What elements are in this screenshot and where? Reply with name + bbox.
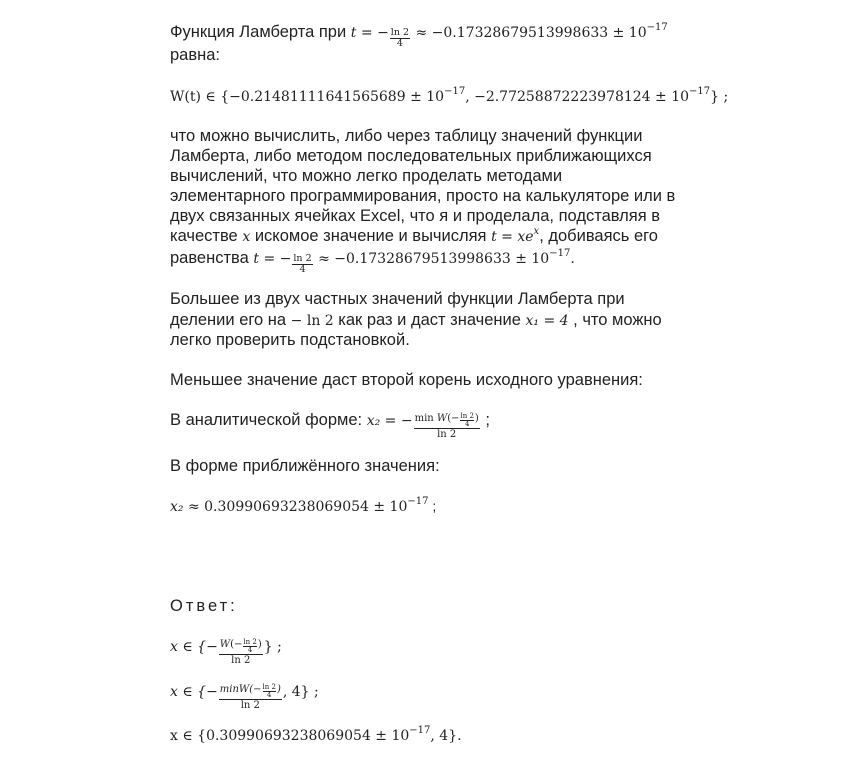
eq-sign: =: [360, 25, 373, 41]
set-close: , 4}.: [430, 728, 462, 744]
paragraph2-line-4: элементарного программирования, просто на калькуляторе или в: [170, 187, 676, 205]
text-run: , добиваясь его: [539, 227, 658, 245]
answer-heading: Ответ:: [170, 597, 238, 615]
w-var: W: [436, 413, 448, 424]
frac-den: 4: [266, 691, 272, 699]
text-run: как раз и даст значение: [333, 311, 526, 329]
w-fraction: [219, 639, 263, 666]
analytic-label: В аналитической форме:: [170, 411, 367, 429]
frac-den: 4: [247, 646, 253, 654]
small-fraction: [460, 413, 473, 428]
w-set-part-3: } ;: [710, 89, 729, 105]
answer-formula-2: [170, 682, 319, 711]
frac-den: ln 2: [437, 429, 457, 440]
w-set-part-1: W(t) ∈ {−0.21481111641565689 ± 10: [170, 89, 445, 105]
t-expression: [350, 22, 668, 49]
text-run: делении его на: [170, 311, 291, 329]
x2-value: ≈ 0.30990693238069054 ± 10: [187, 499, 408, 515]
answer-value: x ∈ {0.30990693238069054 ± 10: [170, 728, 410, 744]
paren: ): [276, 684, 281, 695]
minus-sign: −: [377, 25, 389, 41]
frac-den: ln 2: [231, 655, 251, 666]
frac-num: ln 2: [262, 683, 276, 691]
paragraph2-line-6: [170, 226, 658, 247]
paragraph2-line-7: [170, 248, 575, 275]
min-w-text: minW: [219, 684, 250, 695]
frac-den: 4: [299, 264, 306, 275]
paren: (: [447, 413, 452, 424]
minus-ln2: − ln 2: [290, 313, 334, 329]
minus-sign: −: [233, 639, 243, 650]
semicolon: ;: [428, 498, 437, 514]
small-fraction: [243, 639, 256, 654]
frac-num: ln 2: [390, 27, 410, 38]
min-w-fraction: [219, 684, 282, 711]
paragraph3-line-1: Большее из двух частных значений функции Ламберта при: [170, 290, 625, 308]
frac-den: 4: [464, 420, 470, 428]
set-close: , 4} ;: [282, 684, 319, 700]
frac-num: ln 2: [243, 638, 257, 646]
min-w-fraction: [414, 413, 480, 440]
exponent: −17: [646, 22, 668, 33]
semicolon: ;: [480, 411, 490, 429]
frac-den: ln 2: [240, 700, 260, 711]
paren: (: [249, 684, 254, 695]
eq-sign: =: [501, 229, 513, 245]
text-run: качестве: [170, 227, 243, 245]
paragraph2-line-1: что можно вычислить, либо через таблицу значений функции: [170, 127, 643, 145]
paren: ): [257, 639, 262, 650]
t-expression: [253, 248, 575, 275]
frac-num: [219, 684, 282, 700]
paren: ): [474, 413, 479, 424]
t-var: t: [491, 229, 497, 245]
exponent: x: [533, 226, 540, 237]
intro-text-2: равна:: [170, 46, 220, 64]
xe-var: xe: [517, 229, 534, 245]
w-var: W: [219, 639, 231, 650]
paragraph2-line-2: Ламберта, либо методом последовательных приближающихся: [170, 147, 652, 165]
frac-num: ln 2: [293, 253, 312, 264]
x2-approx-formula: [170, 496, 436, 517]
t-var: t: [350, 25, 357, 41]
x2-var: x₂: [366, 413, 381, 429]
frac-num: [219, 639, 263, 655]
x-in-set: x ∈ {−: [170, 639, 218, 655]
text-run: , что можно: [568, 311, 662, 329]
x2-analytic-formula: [366, 412, 481, 440]
set-close: } ;: [263, 639, 282, 655]
minus-sign: −: [400, 413, 413, 429]
t-var: t: [253, 251, 260, 267]
x2-var: x₂: [170, 499, 184, 515]
w-set-part-2: , −2.77258872223978124 ± 10: [465, 89, 690, 105]
answer-formula-1: [170, 637, 282, 666]
minus-sign: −: [279, 251, 292, 267]
intro-line: [170, 22, 668, 49]
t-value: ≈ −0.17328679513998633 ± 10: [415, 25, 647, 41]
x1-equals-4: x₁ = 4: [525, 313, 569, 329]
analytic-form-line: [170, 410, 490, 440]
text-run: искомое значение и вычисляя: [250, 227, 492, 245]
paragraph4: Меньшее значение даст второй корень исходного уравнения:: [170, 371, 643, 389]
x-var: x: [242, 229, 251, 245]
t-equals-xex: [491, 226, 540, 245]
frac-num: [414, 413, 480, 429]
exponent: −17: [444, 86, 466, 97]
min-text: min: [414, 413, 434, 424]
eq-sign: =: [384, 413, 397, 429]
exponent: −17: [409, 725, 431, 736]
minus-sign: −: [451, 413, 460, 424]
paragraph2-line-5: двух связанных ячейках Excel, что я и проделала, подставляя в: [170, 207, 660, 225]
t-value: ≈ −0.17328679513998633 ± 10: [318, 251, 550, 267]
exponent: −17: [407, 496, 429, 507]
frac-den: 4: [396, 38, 403, 49]
paragraph2-line-3: вычислений, что можно легко проделать методами: [170, 167, 563, 185]
answer-formula-3: [170, 726, 462, 746]
paren: (: [230, 639, 234, 650]
small-fraction: [263, 684, 276, 699]
exponent: −17: [689, 86, 711, 97]
ln2-over-4-fraction: [390, 28, 410, 49]
x-in-set: x ∈ {−: [170, 684, 218, 700]
ln2-over-4-fraction: [292, 254, 312, 275]
eq-sign: =: [263, 251, 276, 267]
text-run: равенства: [170, 249, 254, 267]
intro-text: Функция Ламберта при: [170, 23, 351, 41]
w-set-formula: [170, 87, 728, 107]
period: .: [570, 251, 575, 267]
paragraph3-line-3: легко проверить подстановкой.: [170, 331, 410, 349]
approx-label: В форме приближённого значения:: [170, 457, 440, 475]
frac-num: ln 2: [460, 412, 474, 420]
minus-sign: −: [253, 684, 262, 695]
paragraph3-line-2: [170, 310, 662, 331]
exponent: −17: [549, 248, 571, 259]
